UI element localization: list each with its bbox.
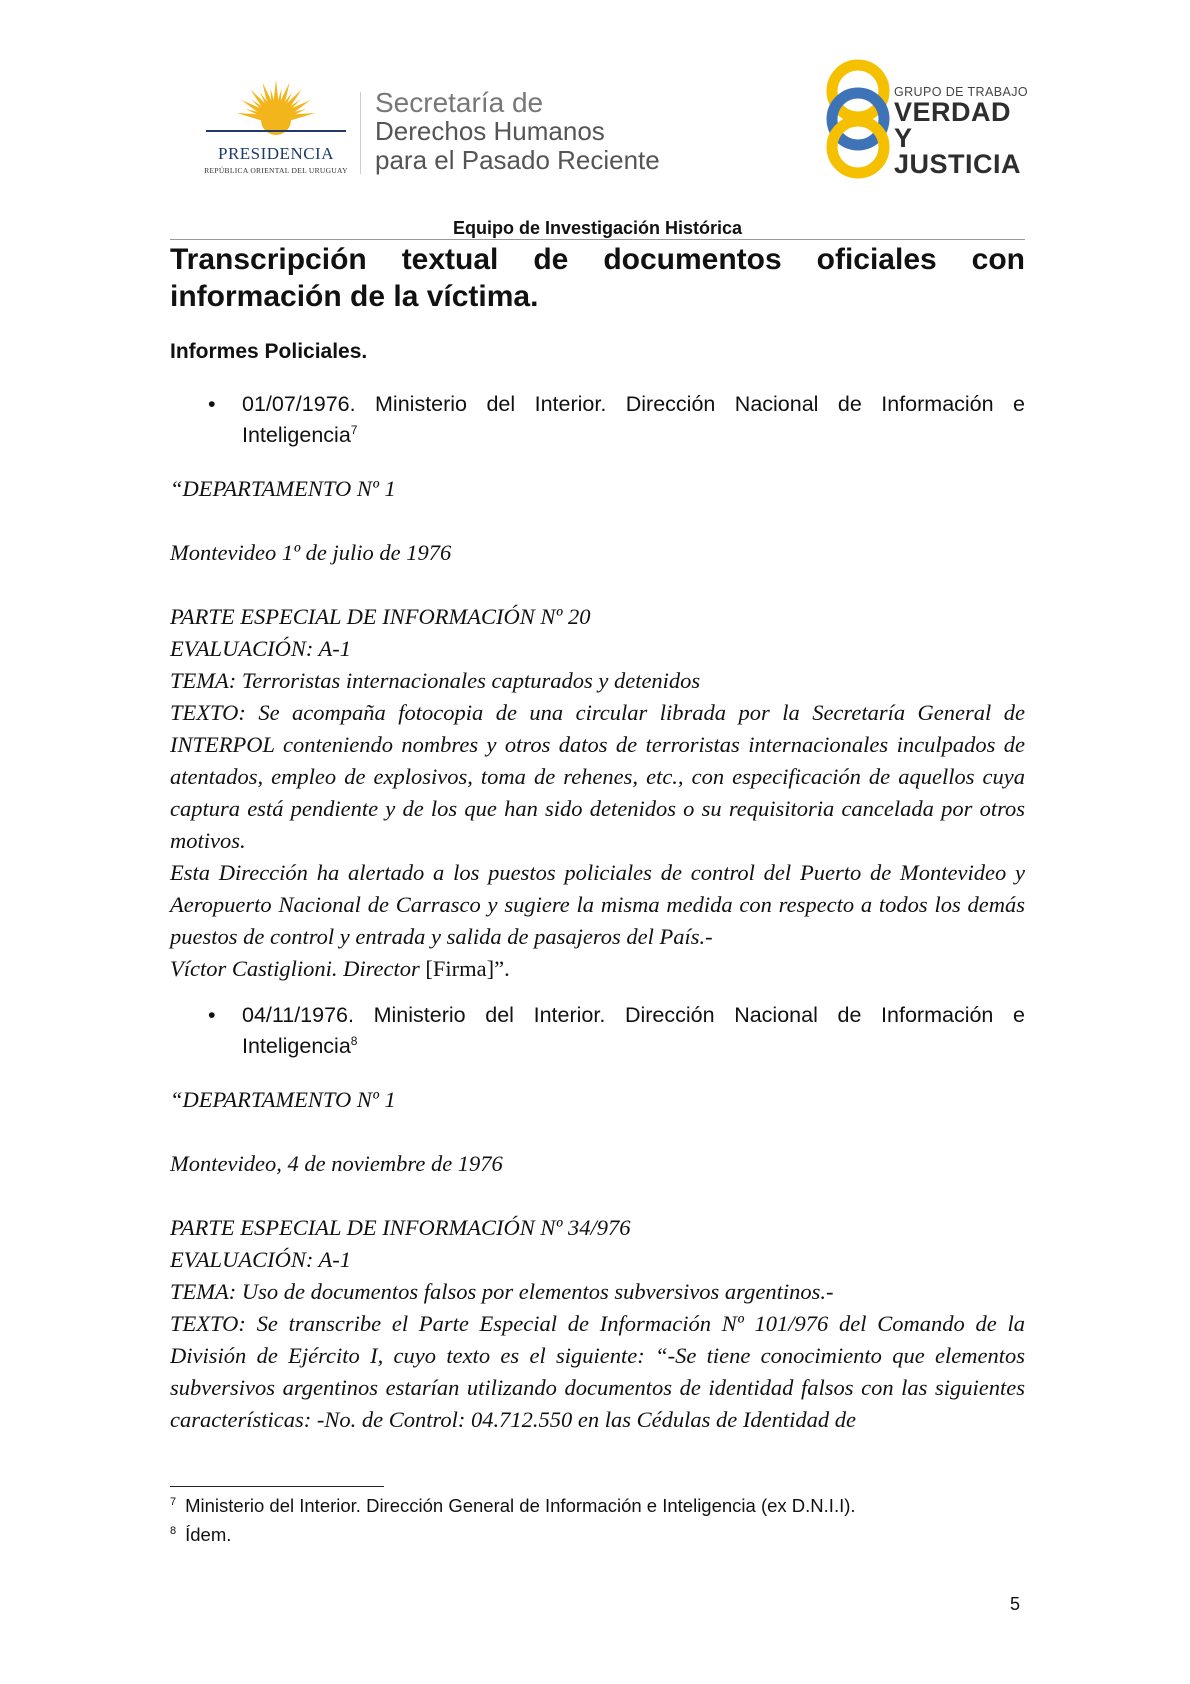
footnote-ref[interactable]: 8 <box>350 1033 358 1048</box>
signature: Víctor Castiglioni. Director <box>170 956 420 981</box>
texto-paragraph-2: Esta Dirección ha alertado a los puestos policiales de control del Puerto de Montevideo y Aeropuerto Nacional de Carrasco y sugiere la misma medida con respecto a todos los demás puestos de control y entrada y salida de pasajeros del País.- <box>170 860 1025 949</box>
page-number: 5 <box>1010 1594 1021 1614</box>
dept-line: “DEPARTAMENTO Nº 1 <box>170 476 396 501</box>
evaluacion-line: EVALUACIÓN: A-1 <box>170 1247 352 1272</box>
tema-line: TEMA: Uso de documentos falsos por elementos subversivos argentinos.- <box>170 1279 834 1304</box>
date-line: Montevideo, 4 de noviembre de 1976 <box>170 1151 503 1176</box>
header-divider <box>360 92 361 174</box>
sun-icon <box>196 78 356 144</box>
footnote-text: Ministerio del Interior. Dirección General de Información e Inteligencia (ex D.N.I.I). <box>185 1495 856 1516</box>
dept-line: “DEPARTAMENTO Nº 1 <box>170 1087 396 1112</box>
footnote-number: 8 <box>170 1525 177 1537</box>
tema-line: TEMA: Terroristas internacionales capturados y detenidos <box>170 668 701 693</box>
parte-line: PARTE ESPECIAL DE INFORMACIÓN Nº 20 <box>170 604 591 629</box>
date-line: Montevideo 1º de julio de 1976 <box>170 540 452 565</box>
texto-paragraph: TEXTO: Se transcribe el Parte Especial de Información Nº 101/976 del Comando de la División de Ejército I, cuyo texto es el siguiente: “-Se tiene conocimiento que elementos subversivos argentinos estarían utilizando documentos de identidad falsos con las siguientes características: -No. de Control: 04.712.550 en las Cédulas de Identidad de <box>170 1311 1025 1432</box>
secretaria-line-1: Secretaría de <box>375 87 544 118</box>
list-item <box>170 1000 1025 1062</box>
footnote <box>170 1495 856 1517</box>
signature-line <box>170 953 1025 985</box>
texto-paragraph: TEXTO: Se acompaña fotocopia de una circular librada por la Secretaría General de INTERPOL conteniendo nombres y otros datos de terroristas internacionales inculpados de atentados, empleo de explosivos, toma de rehenes, etc., con especificación de aquellos cuya captura está pendiente y de los que han sido detenidos o su requisitoria cancelada por otros motivos. <box>170 700 1025 853</box>
entry-heading: 01/07/1976. Ministerio del Interior. Dirección Nacional de Información e Inteligencia <box>242 392 1025 447</box>
section-title: Informes Policiales. <box>170 340 368 363</box>
presidencia-subtitle: REPÚBLICA ORIENTAL DEL URUGUAY <box>204 166 348 175</box>
bullet-icon: • <box>208 1003 216 1027</box>
linked-rings-icon <box>822 55 894 183</box>
presidencia-name: PRESIDENCIA <box>217 144 334 163</box>
bullet-icon: • <box>208 392 216 416</box>
team-heading: Equipo de Investigación Histórica <box>452 218 743 238</box>
grupo-trabajo-logo <box>822 55 1032 183</box>
secretaria-line-3: para el Pasado Reciente <box>375 145 660 175</box>
header-rule <box>170 239 1025 240</box>
secretaria-line-2: Derechos Humanos <box>375 116 605 146</box>
presidencia-logo <box>196 78 356 188</box>
footnote-ref[interactable]: 7 <box>350 422 358 437</box>
grupo-line-2: VERDAD Y <box>894 97 1012 153</box>
parte-line: PARTE ESPECIAL DE INFORMACIÓN Nº 34/976 <box>170 1215 631 1240</box>
evaluacion-line: EVALUACIÓN: A-1 <box>170 636 352 661</box>
footnote-rule <box>170 1486 384 1487</box>
entry-heading: 04/11/1976. Ministerio del Interior. Dirección Nacional de Información e Inteligencia <box>242 1003 1025 1058</box>
grupo-line-3: JUSTICIA <box>894 149 1022 179</box>
grupo-line-1: GRUPO DE TRABAJO <box>894 85 1028 99</box>
signature-mark: [Firma]”. <box>425 956 510 981</box>
page-header <box>0 0 1190 215</box>
grupo-trabajo-text <box>894 85 1032 177</box>
page-title: Transcripción textual de documentos oficiales con información de la víctima. <box>170 243 1025 313</box>
footnote <box>170 1524 231 1546</box>
footnote-text: Ídem. <box>185 1524 232 1545</box>
list-item <box>170 389 1025 451</box>
footnote-number: 7 <box>170 1496 177 1508</box>
secretaria-logo-text <box>375 88 660 175</box>
